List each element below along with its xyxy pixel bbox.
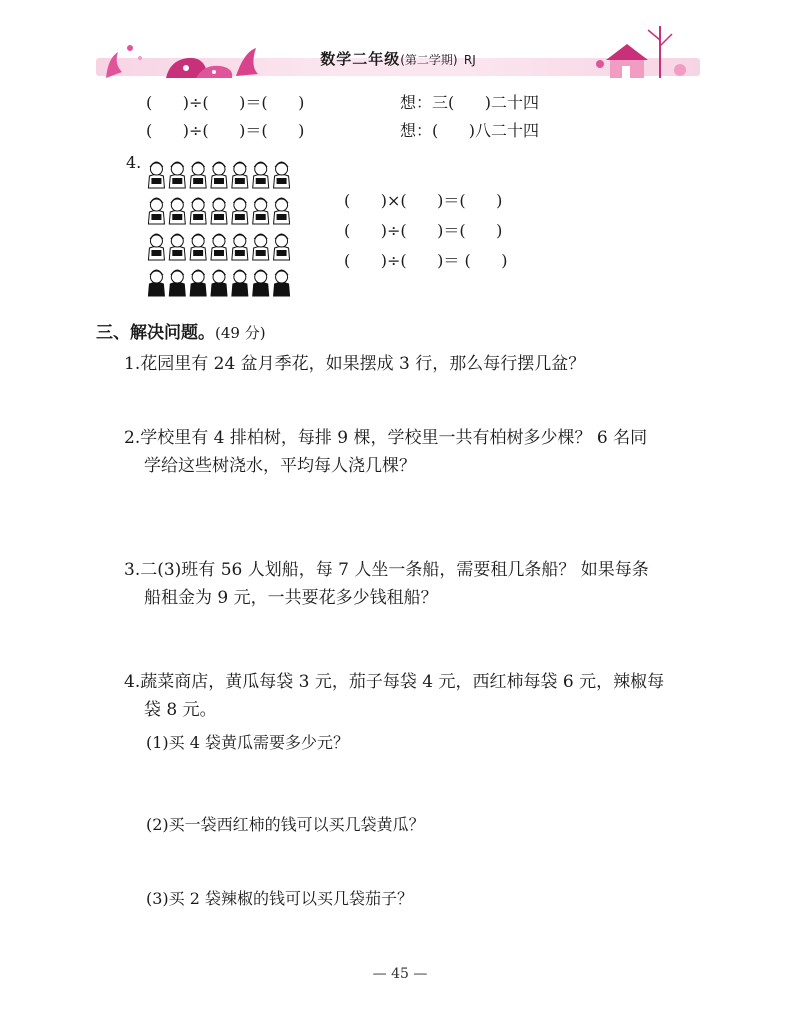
child-figure-icon	[148, 234, 164, 261]
book-title: 数学二年级	[320, 50, 401, 68]
child-figure-icon	[211, 270, 227, 297]
child-figure-icon	[148, 270, 164, 297]
child-figure-icon	[211, 234, 227, 261]
division-blank-line-2: ( )÷( )＝( )	[146, 121, 305, 140]
problem-4-subquestion-1: (1)买 4 袋黄瓜需要多少元？	[146, 733, 350, 752]
edition-label: RJ	[463, 53, 476, 67]
problem-2-line-1: 2.学校里有 4 排柏树，每排 9 棵，学校里一共有柏树多少棵？ 6 名同	[124, 428, 648, 448]
child-figure-icon	[274, 270, 290, 297]
children-group-icon	[146, 156, 292, 306]
child-figure-icon	[232, 198, 248, 225]
child-figure-icon	[148, 198, 164, 225]
child-figure-icon	[253, 270, 269, 297]
child-figure-icon	[232, 234, 248, 261]
section-3-label: 三、解决问题。	[96, 323, 215, 343]
child-figure-icon	[211, 162, 227, 189]
child-figure-icon	[169, 162, 185, 189]
division-blank-line-1: ( )÷( )＝( )	[146, 93, 305, 112]
hint-line-2: 想：( )八二十四	[400, 121, 540, 140]
child-figure-icon	[274, 234, 290, 261]
section-3-title	[96, 318, 266, 343]
problem-2	[124, 424, 724, 480]
problem-3-line-2: 船租金为 9 元，一共要花多少钱租船？	[144, 588, 438, 608]
child-figure-icon	[232, 270, 248, 297]
child-figure-icon	[253, 162, 269, 189]
child-figure-icon	[211, 198, 227, 225]
child-figure-icon	[253, 234, 269, 261]
section-3-points: (49 分)	[215, 324, 266, 342]
problem-4-subquestion-3: (3)买 2 袋辣椒的钱可以买几袋茄子？	[146, 889, 414, 908]
q4-equation-1: ( )×( )＝( )	[344, 191, 503, 210]
problem-1-text: 1.花园里有 24 盆月季花，如果摆成 3 行，那么每行摆几盆？	[124, 354, 586, 374]
child-figure-icon	[253, 198, 269, 225]
child-figure-icon	[169, 270, 185, 297]
page-header	[96, 38, 700, 84]
term-label: (第二学期)	[400, 53, 458, 67]
q4-equation-3: ( )÷( )＝ ( )	[344, 251, 508, 270]
problem-2-line-2: 学给这些树浇水，平均每人浇几棵？	[144, 456, 416, 476]
problem-4	[124, 668, 724, 724]
hint-line-1: 想：三( )二十四	[400, 93, 540, 112]
child-figure-icon	[148, 162, 164, 189]
child-figure-icon	[274, 198, 290, 225]
header-title	[96, 48, 700, 69]
q4-equation-2: ( )÷( )＝( )	[344, 221, 503, 240]
problem-1	[124, 350, 724, 378]
question-4-number: 4.	[126, 153, 142, 172]
problem-3-line-1: 3.二(3)班有 56 人划船，每 7 人坐一条船，需要租几条船？ 如果每条	[124, 560, 649, 580]
child-figure-icon	[190, 270, 206, 297]
child-figure-icon	[190, 234, 206, 261]
problem-4-line-1: 4.蔬菜商店，黄瓜每袋 3 元，茄子每袋 4 元，西红柿每袋 6 元，辣椒每	[124, 672, 665, 692]
page-number: — 45 —	[372, 966, 428, 982]
problem-3	[124, 556, 724, 612]
child-figure-icon	[190, 162, 206, 189]
child-figure-icon	[169, 198, 185, 225]
problem-4-subquestion-2: (2)买一袋西红柿的钱可以买几袋黄瓜？	[146, 815, 425, 834]
child-figure-icon	[274, 162, 290, 189]
child-figure-icon	[169, 234, 185, 261]
child-figure-icon	[232, 162, 248, 189]
problem-4-line-2: 袋 8 元。	[144, 700, 217, 720]
child-figure-icon	[190, 198, 206, 225]
